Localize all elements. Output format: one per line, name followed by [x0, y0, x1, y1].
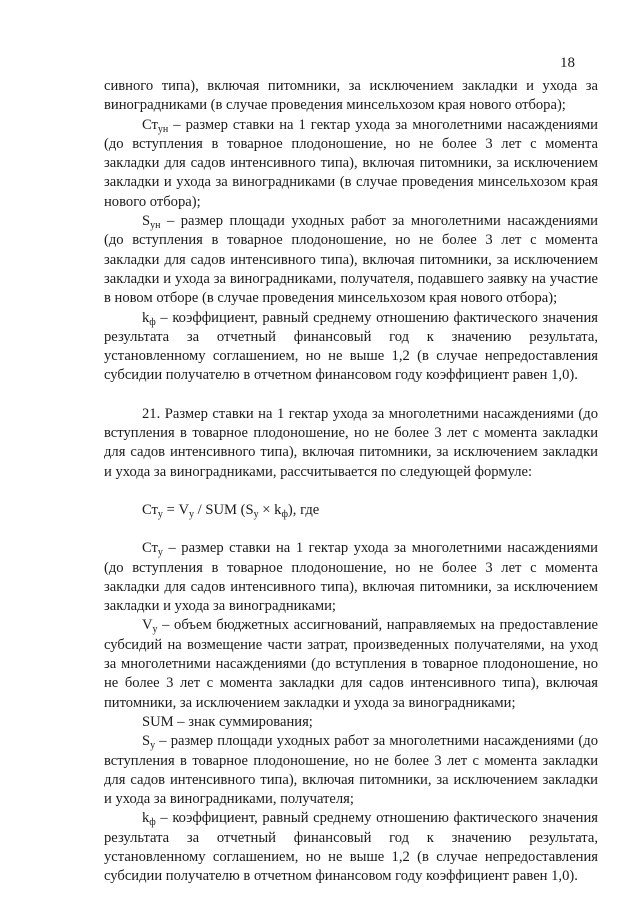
symbol-subscript: у: [152, 624, 158, 636]
formula-part: ), где: [287, 501, 320, 518]
formula-part: × k: [258, 501, 282, 518]
formula-part: = V: [162, 501, 189, 518]
paragraph-clause-21: 21. Размер ставки на 1 гектар ухода за многолетними насаждениями (до вступления в товарное плодоношение, но не более 3 лет с момента закладки для садов интенсивного типа), включая питомники, за исключением закладки и ухода за виноградниками, рассчитывается по следующей формуле:: [104, 405, 598, 480]
symbol-subscript: ун: [157, 123, 169, 135]
paragraph-coefficient-2: [104, 809, 598, 886]
spacer: [104, 482, 598, 501]
formula-lhs: Ст: [142, 501, 158, 518]
symbol-subscript: ун: [150, 220, 161, 232]
definition-text: – коэффициент, равный среднему отношению фактического значения результата за отчетный финансовый год к значению результата, установленному соглашением, но не выше 1,2 (в случае непредоставления субсидии получателю в отчетном финансовом году коэффициент равен 1,0).: [104, 309, 598, 384]
paragraph-rate: [104, 539, 598, 616]
spacer: [104, 520, 598, 539]
paragraph-area-new-selection: [104, 212, 598, 308]
symbol: S: [142, 213, 151, 230]
formula-subscript: у: [157, 508, 163, 520]
page-number: 18: [560, 55, 575, 71]
formula-part: / SUM (S: [194, 501, 254, 518]
symbol-subscript: ф: [149, 316, 156, 328]
formula-subscript: ф: [281, 508, 288, 520]
paragraph-coefficient-1: [104, 309, 598, 386]
symbol-subscript: ф: [149, 817, 156, 829]
symbol: k: [142, 810, 150, 827]
symbol: Ст: [142, 540, 158, 557]
definition-text: – объем бюджетных ассигнований, направляемых на предоставление субсидий на возмещение части затрат, произведенных получателями, на уход за многолетними насаждениями (до вступления в товарное плодоношение, но не более 3 лет с момента закладки для садов интенсивного типа), включая питомники, за исключением закладки и ухода за виноградниками;: [104, 617, 598, 711]
paragraph-sum: SUM – знак суммирования;: [142, 713, 313, 730]
paragraph-area: [104, 732, 598, 809]
symbol-subscript: у: [150, 740, 156, 752]
formula: [104, 501, 598, 520]
paragraph-rate-new-selection: [104, 116, 598, 212]
spacer: [104, 386, 598, 405]
symbol: S: [142, 733, 151, 750]
symbol: k: [142, 309, 150, 326]
symbol: V: [142, 617, 153, 634]
formula-subscript: у: [253, 508, 259, 520]
formula-subscript: у: [189, 508, 194, 520]
symbol-subscript: у: [157, 547, 163, 559]
page-body: [104, 77, 598, 887]
definition-text: – коэффициент, равный среднему отношению фактического значения результата за отчетный финансовый год к значению результата, установленному соглашением, но не выше 1,2 (в случае непредоставления субсидии получателю в отчетном финансовом году коэффициент равен 1,0).: [104, 810, 598, 885]
definition-text: – размер площади уходных работ за многолетними насаждениями (до вступления в товарное плодоношение, но не более 3 лет с момента закладки для садов интенсивного типа), включая питомники, за исключением закладки и ухода за виноградниками, получателя, подавшего заявку на участие в новом отборе (в случае проведения минсельхозом края нового отбора);: [104, 213, 598, 307]
definition-text: – размер площади уходных работ за многолетними насаждениями (до вступления в товарное плодоношение, но не более 3 лет с момента закладки для садов интенсивного типа), включая питомники, за исключением закладки и ухода за виноградниками, получателя;: [104, 733, 598, 808]
symbol: Ст: [142, 116, 158, 133]
paragraph-continuation: сивного типа), включая питомники, за исключением закладки и ухода за виноградниками (в случае проведения минсельхозом края нового отбора);: [104, 78, 598, 114]
paragraph-budget-volume: [104, 616, 598, 712]
definition-text: – размер ставки на 1 гектар ухода за многолетними насаждениями (до вступления в товарное плодоношение, но не более 3 лет с момента закладки для садов интенсивного типа), включая питомники, за исключением закладки и ухода за виноградниками;: [104, 540, 598, 615]
definition-text: – размер ставки на 1 гектар ухода за многолетними насаждениями (до вступления в товарное плодоношение, но не более 3 лет с момента закладки для садов интенсивного типа), включая питомники, за исключением закладки и ухода за виноградниками (в случае проведения минсельхозом края нового отбора);: [104, 116, 598, 210]
